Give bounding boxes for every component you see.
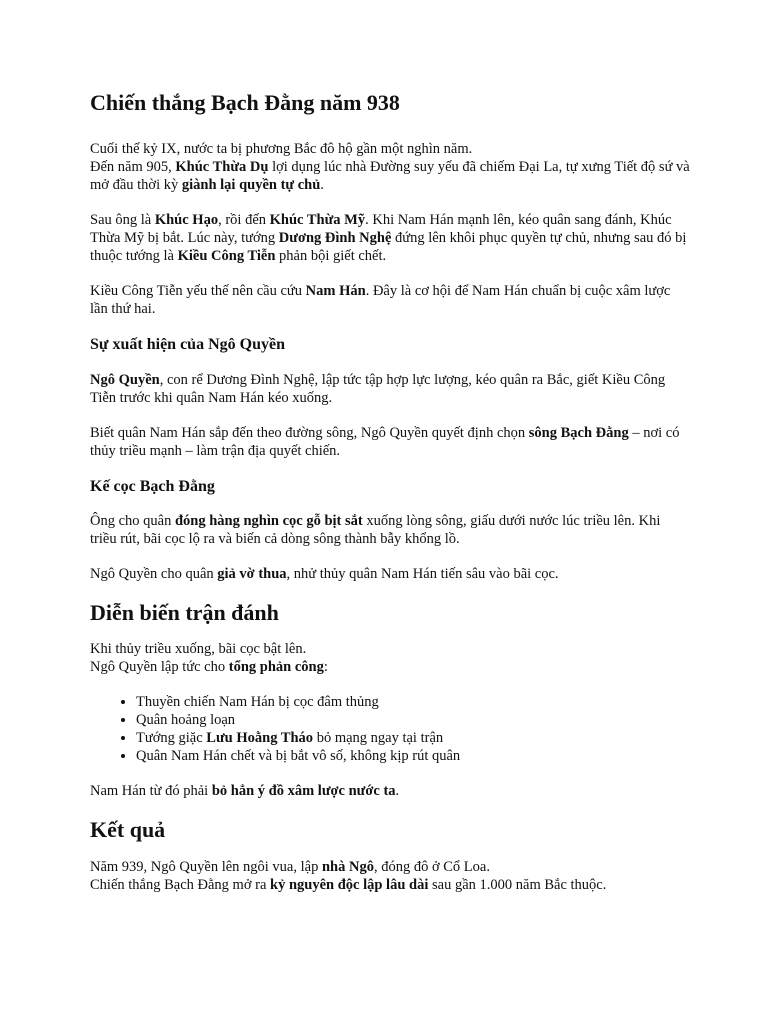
bold-khuc-thua-my: Khúc Thừa Mỹ (269, 212, 366, 229)
bold-nha-ngo: nhà Ngô (321, 858, 374, 875)
text: , rồi đến (218, 212, 270, 229)
text: Chiến thắng Bạch Đằng mở ra (90, 876, 271, 893)
bold-khuc-hao: Khúc Hạo (154, 212, 219, 229)
bold-kieu-cong-tien: Kiều Công Tiễn (177, 248, 276, 265)
text: Nam Hán từ đó phải (90, 783, 212, 800)
page-title: Chiến thắng Bạch Đằng năm 938 (90, 90, 400, 115)
paragraph-counterattack (90, 640, 690, 676)
heading-ngo-quyen: Sự xuất hiện của Ngô Quyền (90, 336, 285, 354)
heading-dien-bien: Diễn biến trận đánh (90, 599, 279, 625)
text: Khi thủy triều xuống, bãi cọc bật lên. (90, 641, 307, 658)
intro-text: lợi dụng lúc nhà Đường suy yếu đã chiếm Đại La, tự xưng Tiết độ sứ và mở đầu thời kỳ (90, 159, 690, 194)
text: . Khi Nam Hán mạnh lên, kéo quân sang đánh, Khúc Thừa Mỹ bị bắt. Lúc này, tướng (90, 212, 672, 247)
text: đứng lên khôi phục quyền tự chủ, nhưng sau đó bị thuộc tướng là (90, 230, 687, 265)
text: Biết quân Nam Hán sắp đến theo đường sông, Ngô Quyền quyết định chọn (90, 424, 529, 441)
paragraph-succession (90, 211, 690, 265)
paragraph-bach-dang-river (90, 424, 690, 460)
paragraph-result (90, 858, 690, 894)
list-item: • Quân hoảng loạn (136, 711, 690, 729)
text: – nơi có thủy triều mạnh – làm trận địa quyết chiến. (90, 424, 680, 459)
text: Năm 939, Ngô Quyền lên ngôi vua, lập (90, 858, 322, 875)
paragraph-stakes (90, 512, 690, 548)
heading-ke-coc: Kế cọc Bạch Đằng (90, 477, 215, 495)
text: xuống lòng sông, giấu dưới nước lúc triều lên. Khi triều rút, bãi cọc lộ ra và biến cả dòng sông thành bẫy khổng lồ. (90, 512, 661, 547)
paragraph-ngo-quyen (90, 371, 690, 407)
text: Kiều Công Tiễn yếu thế nên cầu cứu (90, 283, 306, 300)
bold-gianh-lai-quyen-tu-chu: giành lại quyền tự chủ (181, 177, 321, 194)
bold-ngo-quyen: Ngô Quyền (90, 371, 160, 388)
bold-luu-hoang-thao: Lưu Hoằng Tháo (206, 730, 314, 747)
text: Ngô Quyền lập tức cho (90, 659, 229, 676)
intro-line-1: Cuối thế kỷ IX, nước ta bị phương Bắc đô hộ gần một nghìn năm. (90, 141, 473, 158)
battle-outcome-list (90, 693, 690, 765)
bold-khuc-thua-du: Khúc Thừa Dụ (175, 159, 269, 176)
list-item (136, 729, 690, 747)
text: , con rể Dương Đình Nghệ, lập tức tập hợp lực lượng, kéo quân ra Bắc, giết Kiều Công Tiễn trước khi quân Nam Hán kéo xuống. (90, 371, 666, 406)
bold-gia-vo-thua: giả vờ thua (217, 565, 287, 582)
text: bỏ mạng ngay tại trận (313, 730, 444, 747)
bold-duong-dinh-nghe: Dương Đình Nghệ (278, 230, 392, 247)
text: : (323, 659, 328, 676)
bold-dong-coc: đóng hàng nghìn cọc gỗ bịt sắt (174, 512, 363, 529)
bold-tong-phan-cong: tổng phản công (228, 659, 324, 676)
intro-text: . (320, 177, 324, 194)
paragraph-nam-han (90, 282, 690, 318)
text: Ngô Quyền cho quân (90, 565, 218, 582)
text: Ông cho quân (90, 512, 175, 529)
text: Sau ông là (90, 212, 155, 229)
text: , nhử thủy quân Nam Hán tiến sâu vào bãi cọc. (286, 565, 559, 582)
list-item: • Quân Nam Hán chết và bị bắt vô số, không kịp rút quân (136, 747, 690, 765)
text: . Đây là cơ hội để Nam Hán chuẩn bị cuộc xâm lược lần thứ hai. (90, 283, 671, 318)
bold-ky-nguyen-doc-lap: kỷ nguyên độc lập lâu dài (270, 876, 429, 893)
text: sau gần 1.000 năm Bắc thuộc. (428, 876, 607, 893)
list-item: • Thuyền chiến Nam Hán bị cọc đâm thủng (136, 693, 690, 711)
bold-song-bach-dang: sông Bạch Đằng (528, 424, 629, 441)
intro-paragraph (90, 140, 690, 194)
bold-nam-han: Nam Hán (305, 283, 366, 300)
paragraph-feign-retreat (90, 565, 690, 583)
text: . (395, 783, 400, 800)
document-page (90, 90, 690, 911)
text: phản bội giết chết. (275, 248, 387, 265)
text: , đóng đô ở Cổ Loa. (373, 858, 490, 875)
heading-ket-qua: Kết quả (90, 817, 166, 843)
intro-text: Đến năm 905, (90, 159, 176, 176)
text: Tướng giặc (136, 730, 207, 747)
paragraph-nam-han-gives-up (90, 782, 690, 800)
bold-bo-han-y-do: bỏ hẳn ý đồ xâm lược nước ta (211, 783, 396, 800)
